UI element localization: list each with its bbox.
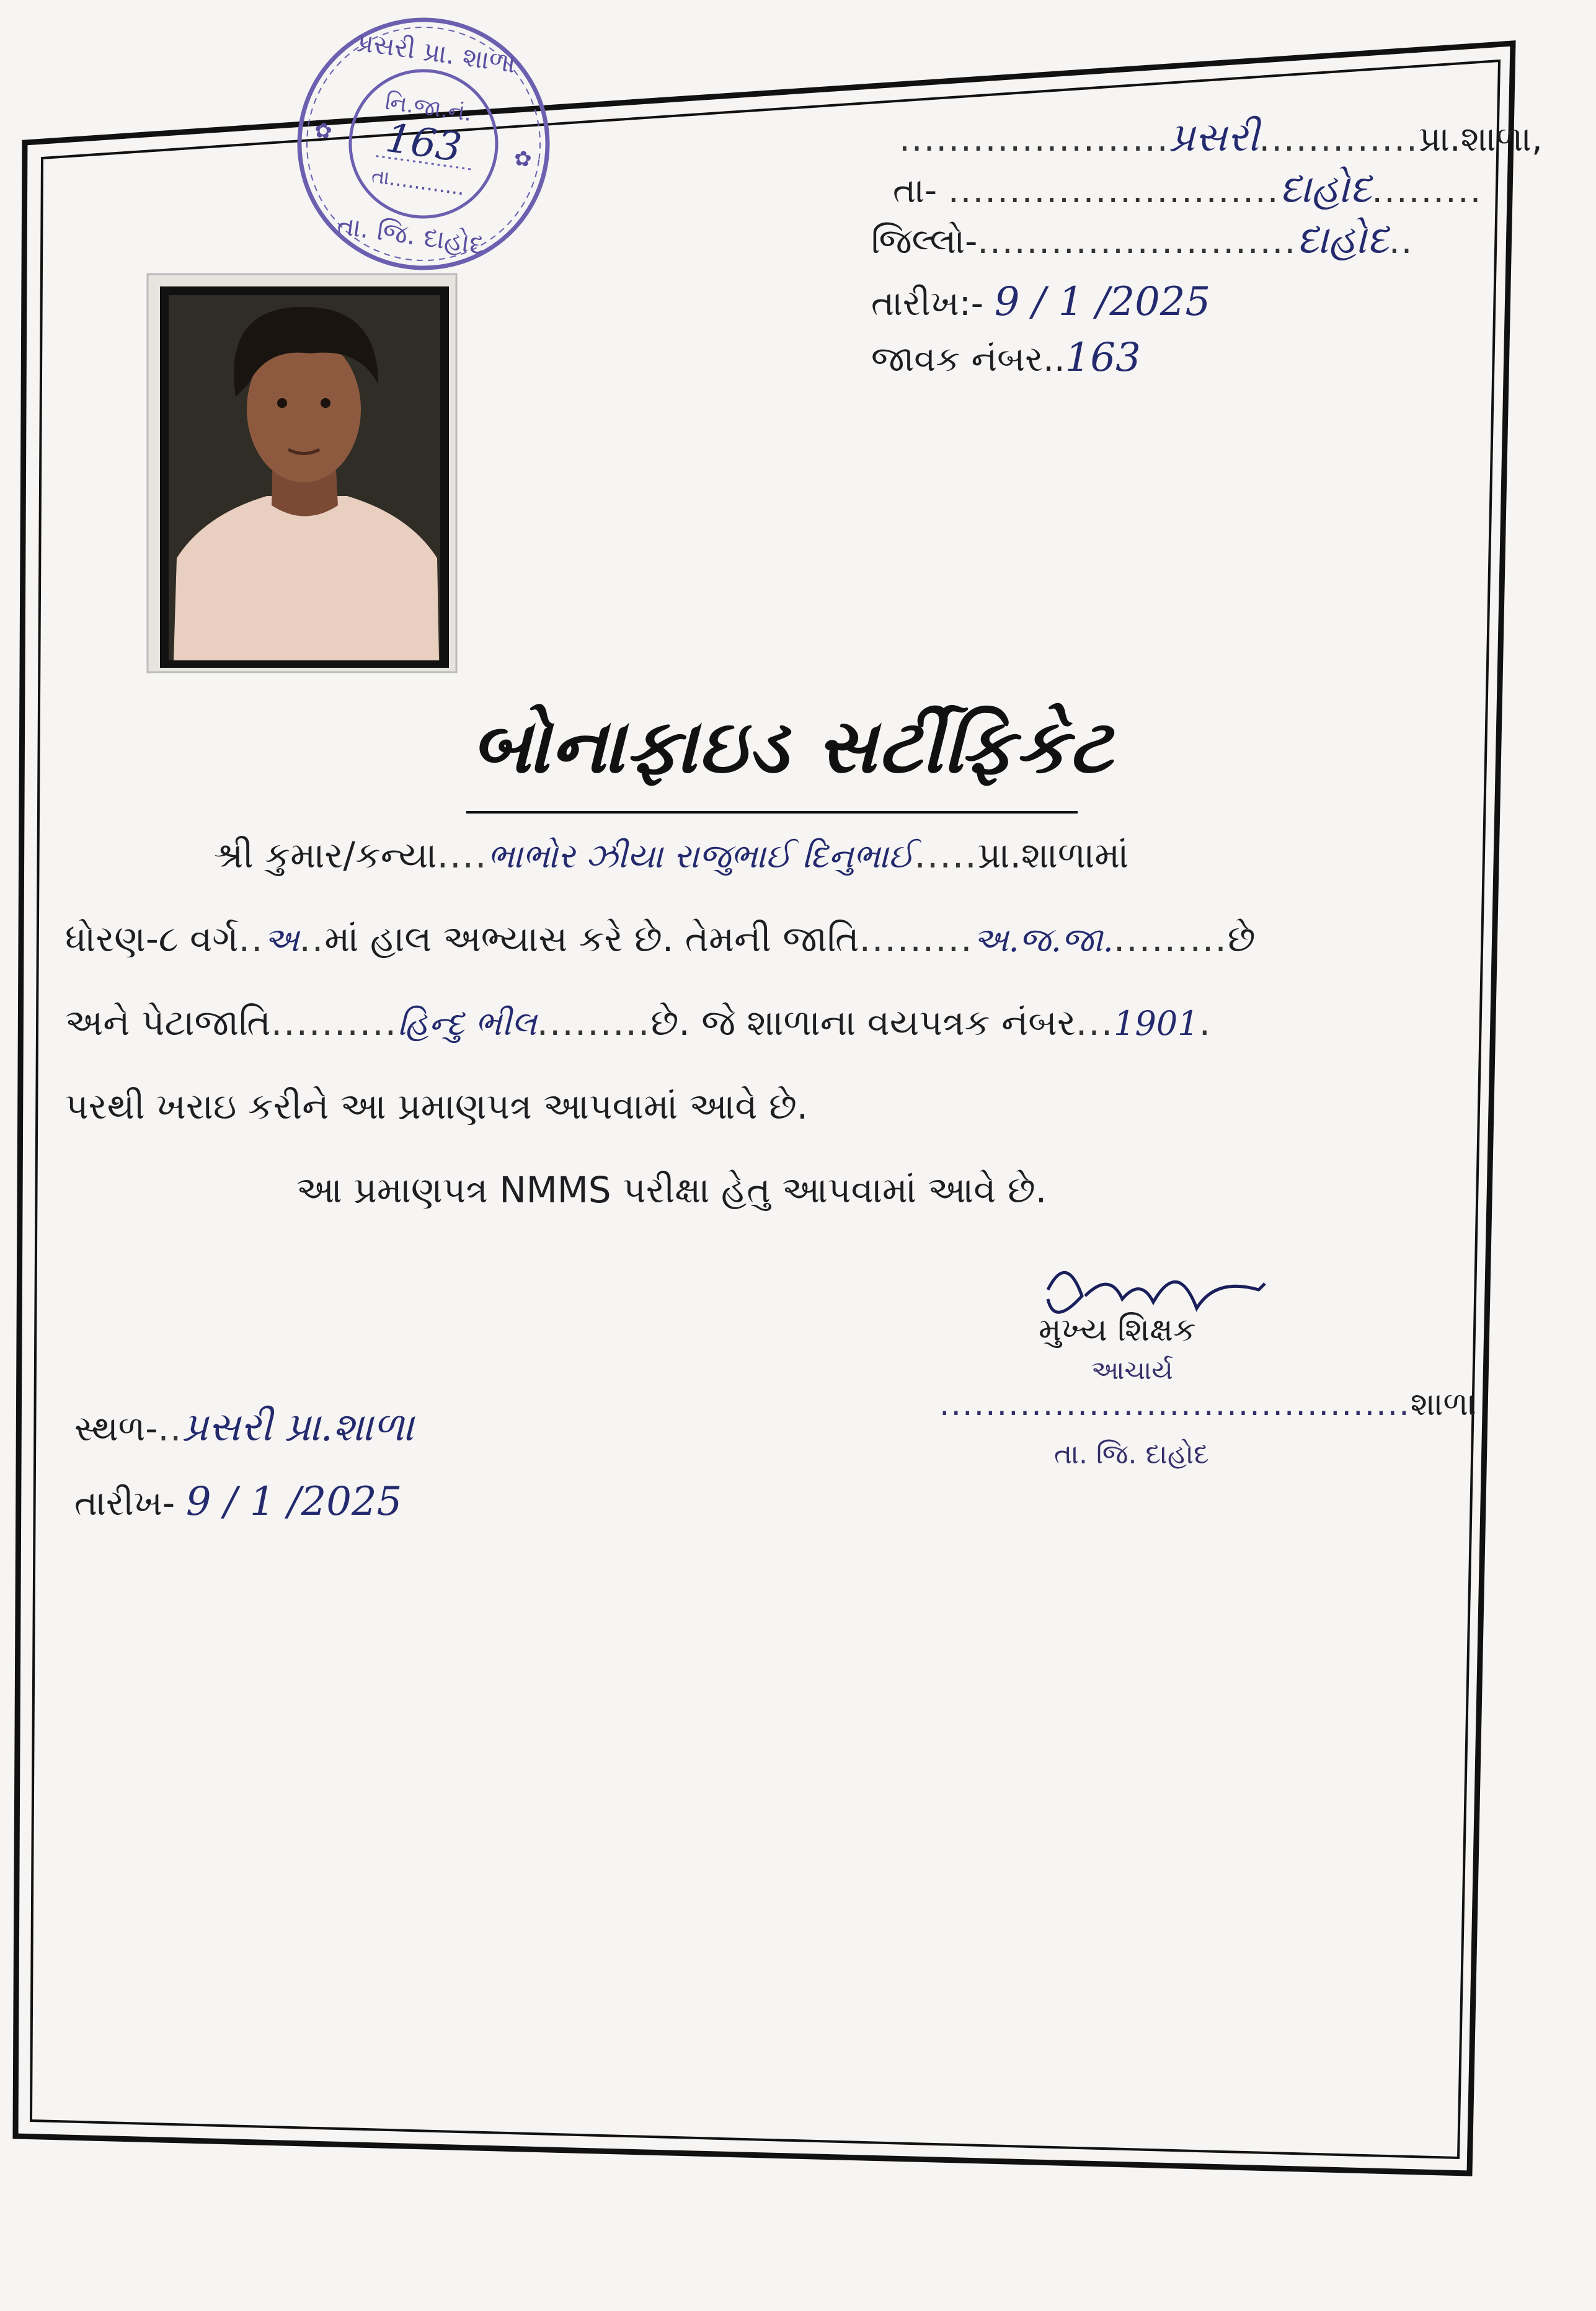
header-school-line: ......................પ્રસરી.............પ્રા.શાળા, [899,115,1543,161]
stamp-reg-label: નિ.જા.નં. [383,89,474,127]
certificate-title: બોનાફાઇડ સર્ટીફિકેટ [471,704,1114,790]
header-outward-line [871,335,1141,381]
body-line3-prefix: અને પેટાજાતિ [65,1001,271,1044]
caste-value: અ.જ.જા. [973,920,1114,959]
header-date-line [871,279,1210,325]
header-taluka-value: દાહોદ [1279,166,1372,212]
stamp-reg-value: 163 [383,115,464,172]
footer-place-value: પ્રસરી પ્રા.શાળા [182,1404,414,1450]
student-name: ભાભોર ઝીયા રાજુભાઈ દિનુભાઈ [487,836,915,876]
header-school-name: પ્રસરી [1169,115,1259,161]
subcaste-value: હિન્દુ ભીલ [397,1004,537,1043]
body-line-5: આ પ્રમાણપત્ર NMMS પરીક્ષા હેતુ આપવામાં આવે છે. [296,1169,1047,1211]
school-stamp [283,4,564,284]
header-district-label: જિલ્લો- [871,221,978,262]
body-line2-suffix: છે [1227,918,1256,960]
body-line-2: ધોરણ-૮ વર્ગ..અ..માં હાલ અભ્યાસ કરે છે. તેમની જાતિ.........અ.જ.જા..........છે [65,918,1256,960]
header-date-label: તારીખ:- [871,283,983,324]
header-taluka-line: તા- ...........................દાહોદ......... [893,166,1483,212]
footer-date-value: 9 / 1 /2025 [185,1479,402,1525]
stamp-flower-icon-left: ✿ [313,117,334,145]
footer-place-label: સ્થળ- [74,1409,158,1449]
body-line1-prefix: શ્રી કુમાર/કન્યા [214,834,437,876]
header-outward-value: 163 [1065,335,1141,381]
register-value: 1901 [1114,1004,1199,1043]
body-line-4: પરથી ખરાઇ કરીને આ પ્રમાણપત્ર આપવામાં આવે છે. [65,1085,809,1127]
signature-role: મુખ્ય શિક્ષક [1039,1311,1196,1349]
stamp-date-label: તા............ [370,164,466,200]
header-outward-label: જાવક નંબર.. [871,339,1065,379]
body-line2-prefix: ધોરણ-૮ વર્ગ [65,918,239,960]
stamp-flower-icon-right: ✿ [512,145,534,173]
signature-role-stamp: આચાર્ય [1091,1355,1173,1385]
class-value: અ [264,920,299,959]
header-district-value: દાહોદ [1297,217,1389,263]
body-line-1: શ્રી કુમાર/કન્યા....ભાભોર ઝીયા રાજુભાઈ દિનુભાઈ.....પ્રા.શાળામાં [214,834,1129,876]
body-line1-suffix: પ્રા.શાળામાં [977,834,1129,876]
footer-date-line [74,1479,402,1525]
signature-scribble [1048,1272,1265,1312]
header-district-line: જિલ્લો-..........................દાહોદ.. [871,217,1414,263]
header-taluka-label: તા- [893,171,938,211]
signature-school-suffix: શાળા [1410,1386,1476,1423]
footer-date-label: તારીખ- [74,1483,175,1524]
body-line2-mid: માં હાલ અભ્યાસ કરે છે. તેમની જાતિ [324,918,859,960]
footer-place-line: સ્થળ-..પ્રસરી પ્રા.શાળા [74,1404,414,1450]
stamp-outer-text: પ્રસરી પ્રા. શાળા [355,26,518,79]
header-date-value: 9 / 1 /2025 [994,279,1211,325]
signature-address: તા. જિ. દાહોદ [1054,1439,1209,1470]
student-photo [148,274,456,672]
stamp-bottom-text: તા. જિ. દાહોદ [335,210,486,260]
body-line-3: અને પેટાજાતિ..........હિન્દુ ભીલ.........છે. જે શાળાના વયપત્રક નંબર...1901. [65,1001,1212,1044]
body-line3-mid: છે. જે શાળાના વયપત્રક નંબર [650,1001,1076,1044]
signature-school-line: .........................................શાળા [939,1386,1476,1423]
header-school-suffix: પ્રા.શાળા, [1418,119,1543,159]
